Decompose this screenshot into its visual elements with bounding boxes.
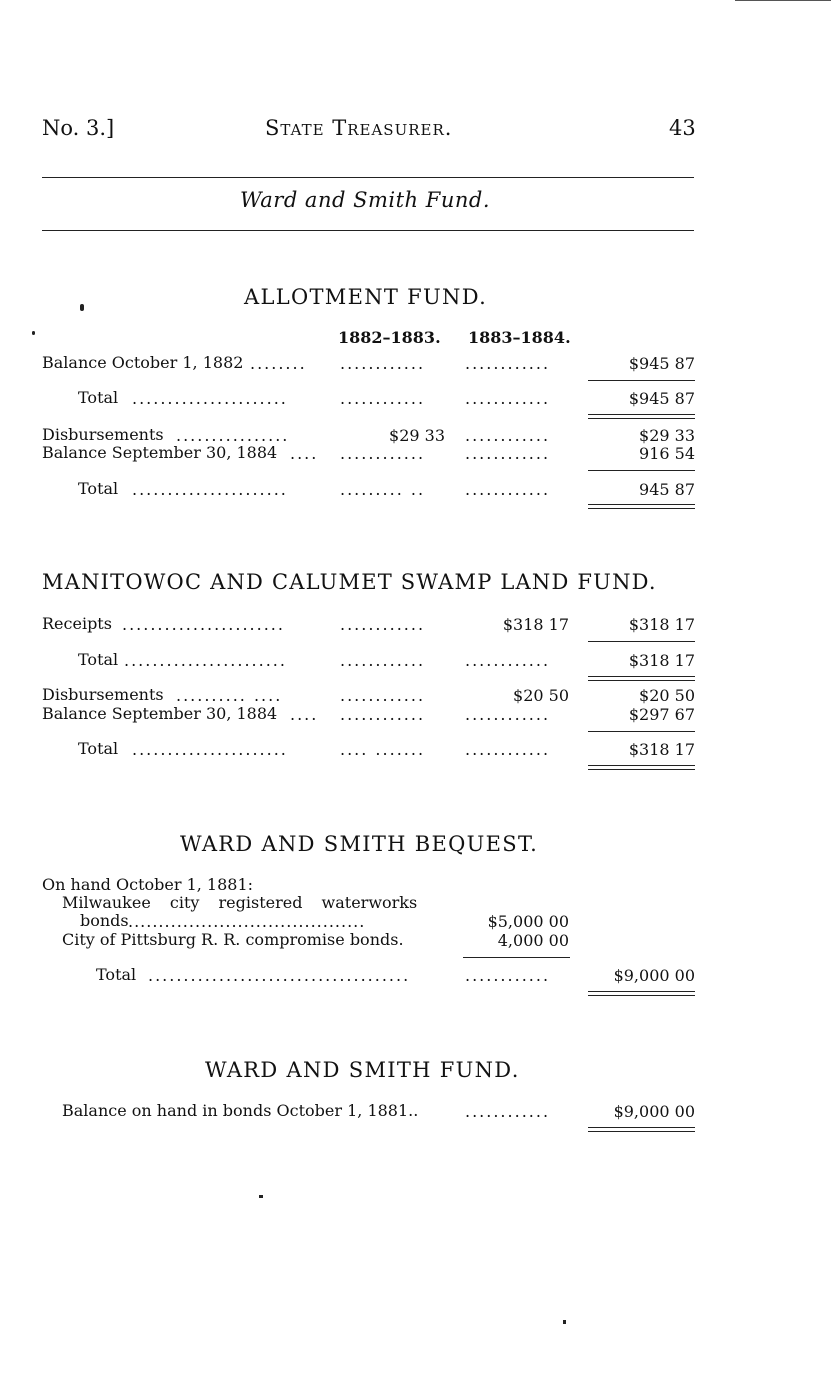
bequest-item-milwaukee: Milwaukee city registered waterworks <box>62 893 418 912</box>
double-rule-bottom <box>588 769 695 770</box>
manitowoc-total-value: $318 17 <box>628 651 695 670</box>
bequest-item-milwaukee-cont: bonds <box>80 911 129 930</box>
leader-dots: ............ <box>465 354 551 373</box>
manitowoc-disbursements-1883: $20 50 <box>513 686 569 705</box>
leader-dots: ............ <box>340 389 426 408</box>
bequest-item-pittsburg: City of Pittsburg R. R. compromise bonds. <box>62 930 404 949</box>
page-number: 43 <box>669 116 696 140</box>
bequest-on-hand-label: On hand October 1, 1881: <box>42 875 254 894</box>
leader-dots: .......... .... <box>176 686 283 705</box>
ink-speck <box>32 331 35 335</box>
allotment-balance-total: $945 87 <box>628 354 695 373</box>
leader-dots: ............ <box>340 354 426 373</box>
sum-rule <box>588 731 695 732</box>
leader-dots: ............ <box>465 1102 551 1121</box>
double-rule-bottom <box>588 508 695 509</box>
leader-dots: ....................... <box>122 615 285 634</box>
allotment-disbursements-1882: $29 33 <box>389 426 445 445</box>
double-rule-bottom <box>588 418 695 419</box>
allotment-total-value: $945 87 <box>628 389 695 408</box>
manitowoc-balance-total: $297 67 <box>628 705 695 724</box>
ink-speck <box>80 304 84 311</box>
leader-dots: ............ <box>340 444 426 463</box>
leader-dots: ...................... <box>132 480 288 499</box>
allotment-disbursements-label: Disbursements <box>42 425 164 444</box>
sum-rule <box>588 470 695 471</box>
manitowoc-receipts-label: Receipts <box>42 614 112 633</box>
leader-dots: ............ <box>465 480 551 499</box>
double-rule-top <box>588 1127 695 1128</box>
leader-dots: ............ <box>465 389 551 408</box>
leader-dots: ............ <box>465 705 551 724</box>
bequest-total-label: Total <box>96 965 137 984</box>
leader-dots: ......... .. <box>340 480 426 499</box>
top-rule <box>42 177 694 178</box>
ink-speck <box>259 1195 263 1198</box>
leader-dots: ............ <box>465 966 551 985</box>
allotment-grand-total-label: Total <box>78 479 119 498</box>
manitowoc-receipts-1883: $318 17 <box>502 615 569 634</box>
sum-rule <box>588 380 695 381</box>
manitowoc-total-label: Total <box>78 650 119 669</box>
bequest-title: WARD AND SMITH BEQUEST. <box>180 832 539 856</box>
fund-balance-total: $9,000 00 <box>613 1102 695 1121</box>
manitowoc-fund-title: MANITOWOC AND CALUMET SWAMP LAND FUND. <box>42 570 657 594</box>
allotment-grand-total-value: 945 87 <box>639 480 695 499</box>
manitowoc-balance-label: Balance September 30, 1884 <box>42 704 278 723</box>
scan-edge <box>735 0 831 1</box>
allotment-total-label: Total <box>78 388 119 407</box>
leader-dots: ................ <box>176 426 290 445</box>
manitowoc-receipts-total: $318 17 <box>628 615 695 634</box>
leader-dots: ............ <box>340 615 426 634</box>
allotment-fund-title: ALLOTMENT FUND. <box>244 285 488 309</box>
leader-dots: ..................................... <box>148 966 411 985</box>
sum-rule <box>588 641 695 642</box>
fund-title: WARD AND SMITH FUND. <box>205 1058 520 1082</box>
leader-dots: ............ <box>465 426 551 445</box>
allotment-balance-label: Balance October 1, 1882 <box>42 353 244 372</box>
page-subtitle: Ward and Smith Fund. <box>240 188 490 212</box>
manitowoc-disbursements-label: Disbursements <box>42 685 164 704</box>
leader-dots: ............ <box>340 651 426 670</box>
leader-dots: ...................... <box>132 389 288 408</box>
double-rule-bottom <box>588 995 695 996</box>
sum-rule <box>463 957 570 958</box>
double-rule-bottom <box>588 680 695 681</box>
bequest-item-pittsburg-amount: 4,000 00 <box>497 931 569 950</box>
bequest-item-milwaukee-amount: $5,000 00 <box>487 912 569 931</box>
leader-dots: ............ <box>465 444 551 463</box>
leader-dots: .... <box>290 705 318 724</box>
manitowoc-grand-total-label: Total <box>78 739 119 758</box>
manitowoc-disbursements-total: $20 50 <box>639 686 695 705</box>
ink-speck <box>563 1320 566 1324</box>
double-rule-bottom <box>588 1131 695 1132</box>
double-rule-top <box>588 991 695 992</box>
manitowoc-grand-total-value: $318 17 <box>628 740 695 759</box>
column-header-1883-1884: 1883–1884. <box>468 328 571 347</box>
leader-dots: ........ <box>250 354 307 373</box>
leader-dots: ............ <box>465 651 551 670</box>
running-title: State Treasurer. <box>265 116 453 140</box>
leader-dots: ............ <box>465 740 551 759</box>
double-rule-top <box>588 414 695 415</box>
page-section-number: No. 3.] <box>42 116 115 140</box>
fund-balance-label: Balance on hand in bonds October 1, 1881.. <box>62 1101 419 1120</box>
double-rule-top <box>588 504 695 505</box>
leader-dots: ....................................... <box>128 912 366 931</box>
double-rule-top <box>588 765 695 766</box>
subtitle-rule <box>42 230 694 231</box>
column-header-1882-1883: 1882–1883. <box>338 328 441 347</box>
allotment-balance-sept-label: Balance September 30, 1884 <box>42 443 278 462</box>
leader-dots: ...................... <box>132 740 288 759</box>
leader-dots: ............ <box>340 686 426 705</box>
double-rule-top <box>588 676 695 677</box>
allotment-disbursements-total: $29 33 <box>639 426 695 445</box>
leader-dots: .... <box>290 444 318 463</box>
leader-dots: ............ <box>340 705 426 724</box>
leader-dots: .... ....... <box>340 740 426 759</box>
allotment-balance-sept-total: 916 54 <box>639 444 695 463</box>
leader-dots: ....................... <box>124 651 287 670</box>
bequest-total-value: $9,000 00 <box>613 966 695 985</box>
